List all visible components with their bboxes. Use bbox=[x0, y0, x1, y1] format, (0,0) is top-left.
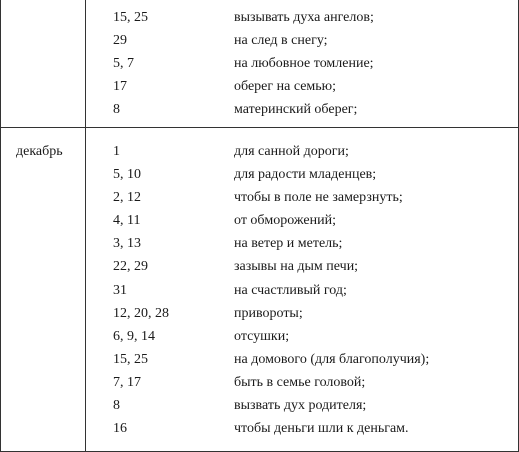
days-cell: 17 bbox=[113, 79, 127, 95]
purpose-cell: чтобы деньги шли к деньгам. bbox=[234, 421, 409, 437]
table-row bbox=[0, 52, 519, 75]
purpose-cell: зазывы на дым печи; bbox=[234, 259, 359, 275]
days-cell: 8 bbox=[113, 102, 120, 118]
days-cell: 3, 13 bbox=[113, 236, 141, 252]
purpose-cell: на ветер и метель; bbox=[234, 236, 343, 252]
days-cell: 5, 7 bbox=[113, 56, 134, 72]
row-separator bbox=[0, 127, 519, 128]
purpose-cell: привороты; bbox=[234, 305, 303, 321]
purpose-cell: чтобы в поле не замерзнуть; bbox=[234, 190, 403, 206]
purpose-cell: материнский оберег; bbox=[234, 102, 358, 118]
purpose-cell: вызывать духа ангелов; bbox=[234, 10, 374, 25]
days-cell: 1 bbox=[113, 144, 120, 159]
table-row bbox=[0, 6, 519, 29]
days-cell: 12, 20, 28 bbox=[113, 305, 169, 321]
purpose-cell: отсушки; bbox=[234, 328, 290, 344]
days-cell: 5, 10 bbox=[113, 167, 141, 183]
table-row bbox=[0, 325, 519, 348]
days-cell: 4, 11 bbox=[113, 213, 141, 229]
days-cell: 15, 25 bbox=[113, 10, 148, 25]
table-row bbox=[0, 279, 519, 302]
purpose-cell: на любовное томление; bbox=[234, 56, 374, 72]
table-row bbox=[0, 163, 519, 186]
purpose-cell: на счастливый год; bbox=[234, 282, 347, 298]
table-row bbox=[0, 75, 519, 98]
purpose-cell: для санной дороги; bbox=[234, 144, 349, 159]
table-row bbox=[0, 302, 519, 325]
table-row bbox=[0, 186, 519, 209]
table-row bbox=[0, 232, 519, 255]
table-row bbox=[0, 348, 519, 371]
purpose-cell: оберег на семью; bbox=[234, 79, 337, 95]
purpose-cell: вызвать дух родителя; bbox=[234, 398, 367, 414]
purpose-cell: быть в семье головой; bbox=[234, 374, 366, 390]
days-cell: 6, 9, 14 bbox=[113, 328, 155, 344]
table-row bbox=[0, 371, 519, 394]
section-december bbox=[0, 140, 519, 440]
purpose-cell: от обморожений; bbox=[234, 213, 336, 229]
table-row bbox=[0, 255, 519, 278]
days-cell: 16 bbox=[113, 421, 127, 437]
table-row bbox=[0, 394, 519, 417]
table-row bbox=[0, 417, 519, 440]
days-cell: 7, 17 bbox=[113, 374, 141, 390]
month-label: декабрь bbox=[16, 144, 63, 159]
table-row bbox=[0, 29, 519, 52]
days-cell: 29 bbox=[113, 33, 127, 49]
days-cell: 2, 12 bbox=[113, 190, 141, 206]
table-row bbox=[0, 209, 519, 232]
table-row bbox=[0, 98, 519, 121]
days-cell: 22, 29 bbox=[113, 259, 148, 275]
purpose-cell: на домового (для благополучия); bbox=[234, 351, 430, 367]
table-row bbox=[0, 140, 519, 163]
days-cell: 31 bbox=[113, 282, 127, 298]
purpose-cell: для радости младенцев; bbox=[234, 167, 377, 183]
purpose-cell: на след в снегу; bbox=[234, 33, 328, 49]
days-cell: 8 bbox=[113, 398, 120, 414]
section-previous-month bbox=[0, 6, 519, 121]
days-cell: 15, 25 bbox=[113, 351, 148, 367]
